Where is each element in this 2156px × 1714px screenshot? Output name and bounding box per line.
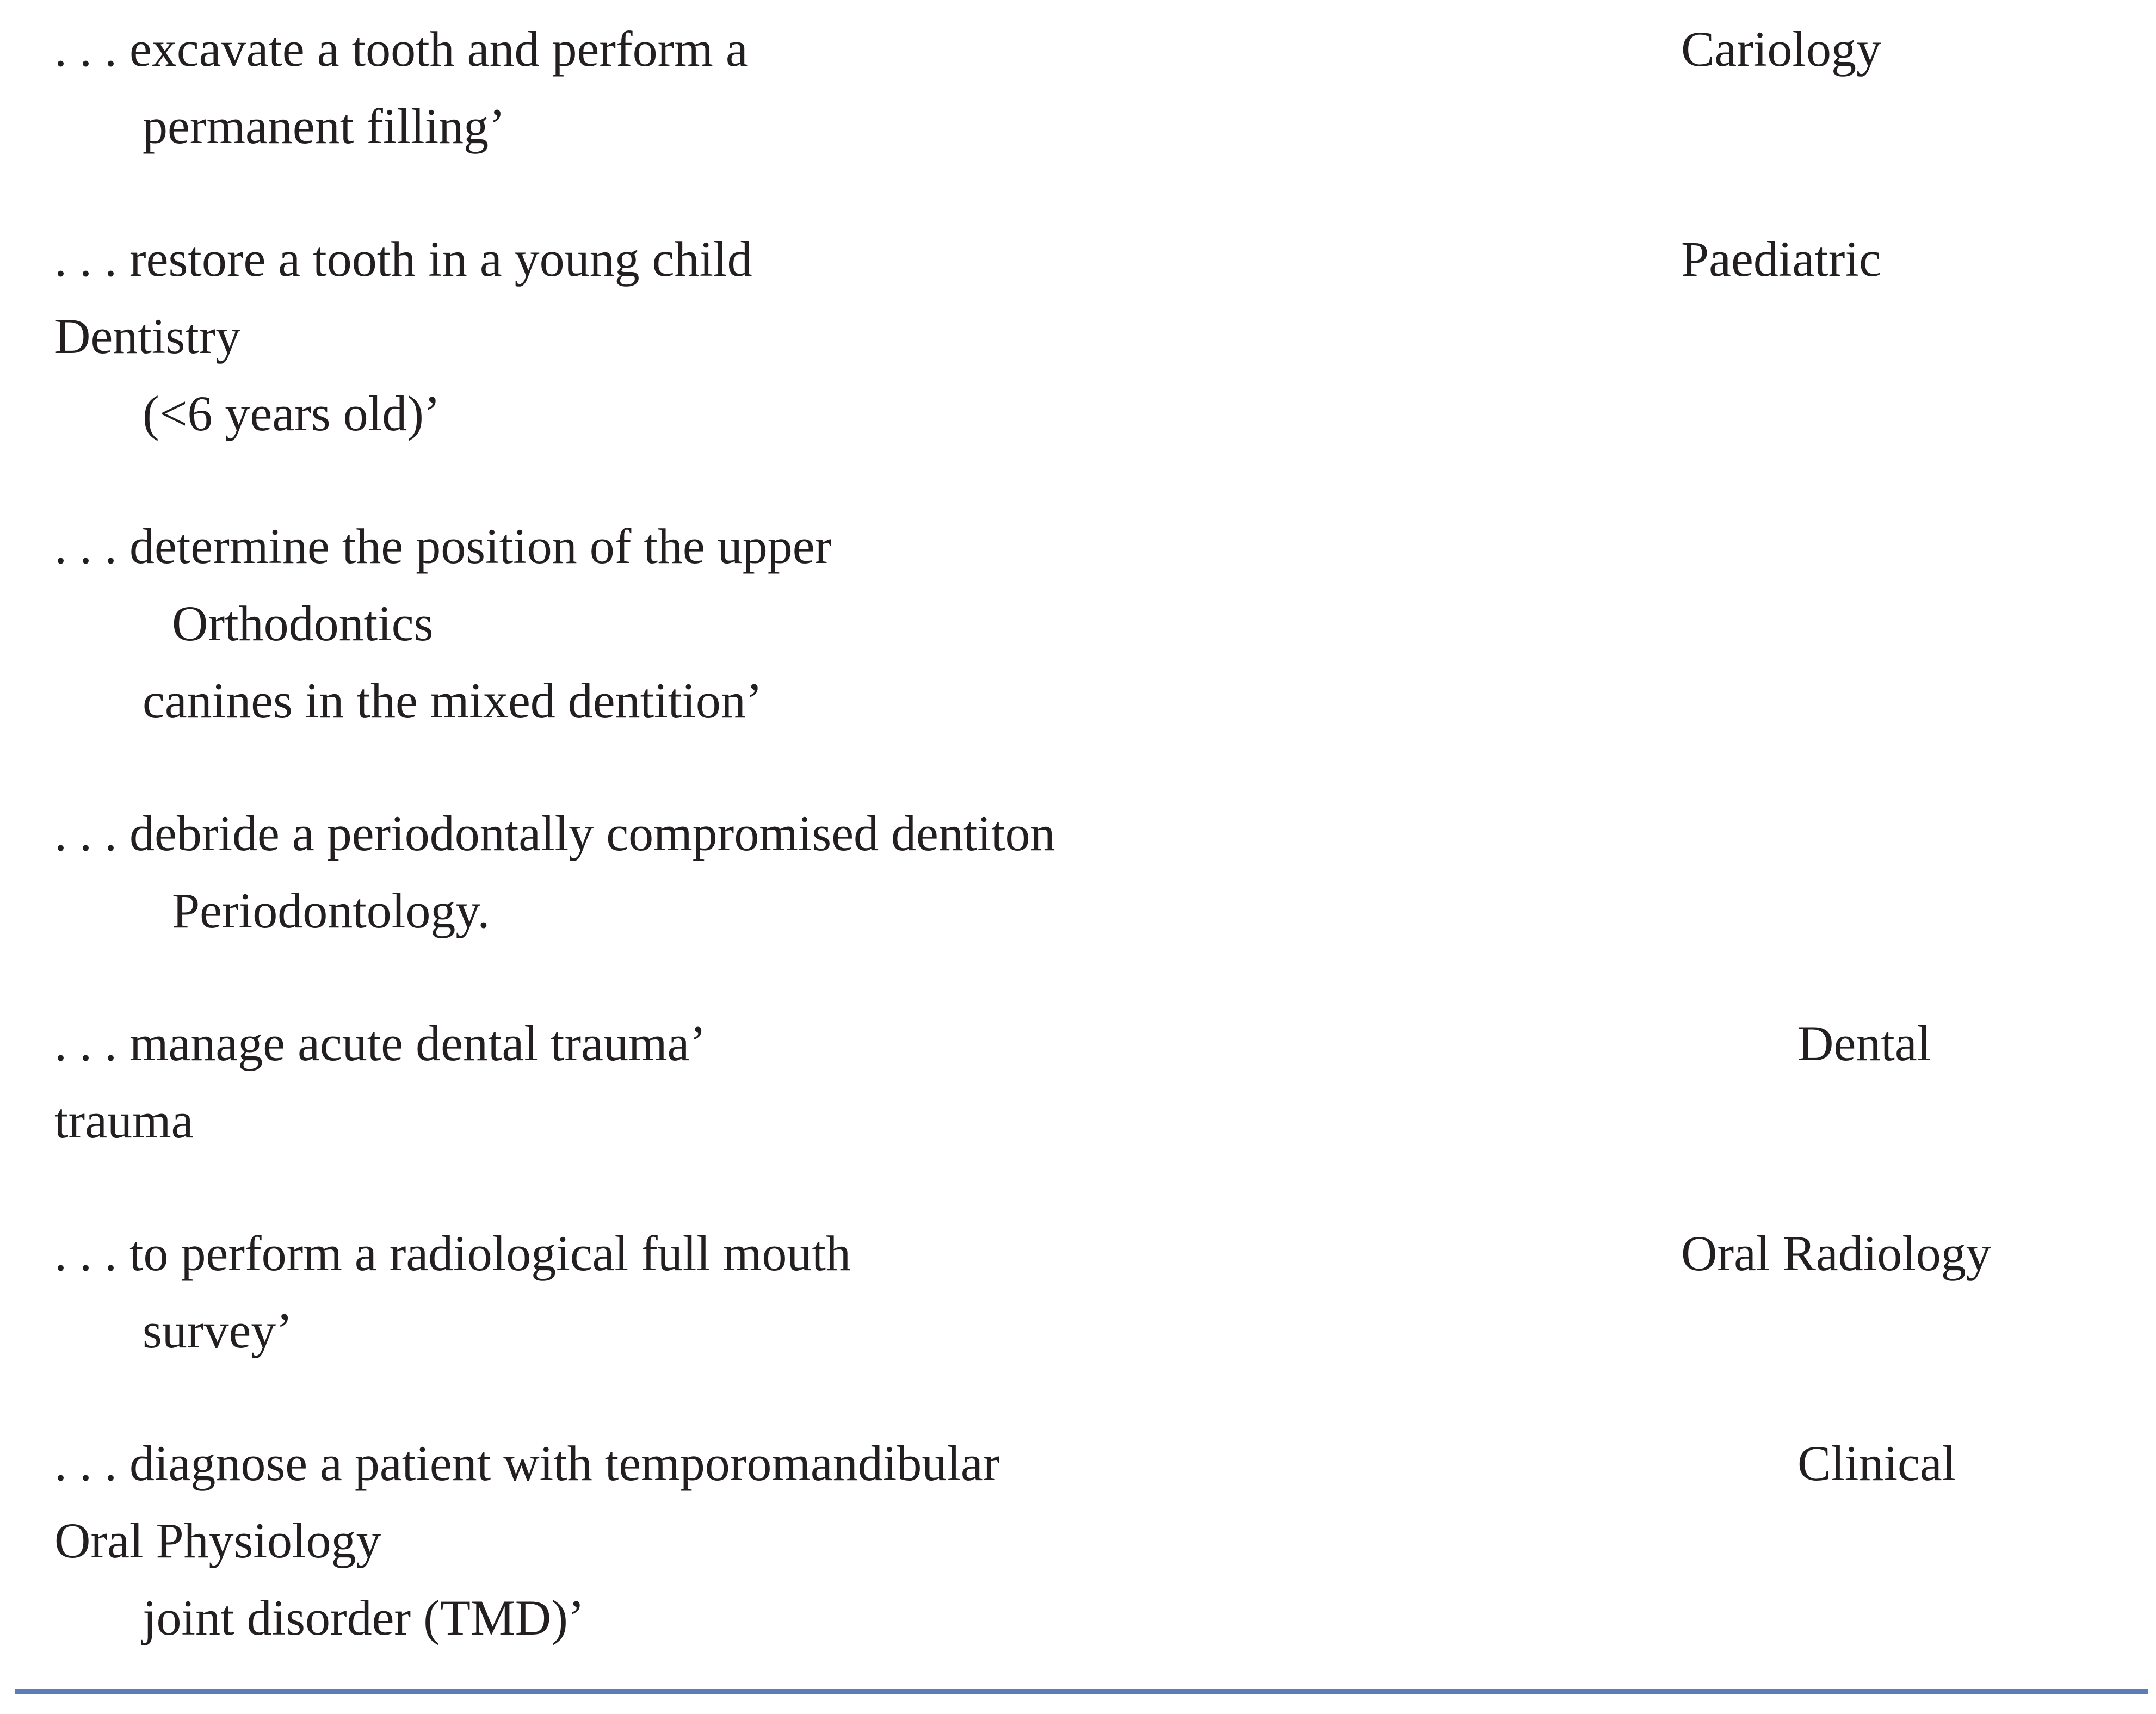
line-14: Dental [1797, 1016, 1931, 1071]
line-16: . . . to perform a radiological full mouth [54, 1226, 851, 1281]
line-13: . . . manage acute dental trauma’ [54, 1016, 706, 1071]
line-21: Oral Physiology [54, 1513, 381, 1568]
line-2: Cariology [1681, 21, 1881, 77]
line-18: survey’ [143, 1303, 293, 1358]
line-3: permanent filling’ [143, 98, 505, 154]
line-10: canines in the mixed dentition’ [143, 673, 763, 728]
line-9: Orthodontics [172, 596, 434, 651]
line-8: . . . determine the position of the upper [54, 518, 832, 574]
line-11: . . . debride a periodontally compromised dentiton [54, 806, 1055, 861]
line-12: Periodontology. [172, 883, 490, 938]
line-15: trauma [54, 1093, 194, 1148]
line-6: Dentistry [54, 308, 241, 364]
line-20: Clinical [1797, 1435, 1956, 1491]
bottom-rule [15, 1689, 2148, 1694]
line-4: . . . restore a tooth in a young child [54, 231, 752, 287]
line-1: . . . excavate a tooth and perform a [54, 21, 748, 77]
line-17: Oral Radiology [1681, 1226, 1991, 1281]
line-5: Paediatric [1681, 231, 1881, 287]
line-22: joint disorder (TMD)’ [143, 1590, 585, 1645]
line-7: (<6 years old)’ [143, 386, 441, 441]
line-19: . . . diagnose a patient with temporomandibular [54, 1435, 1000, 1491]
